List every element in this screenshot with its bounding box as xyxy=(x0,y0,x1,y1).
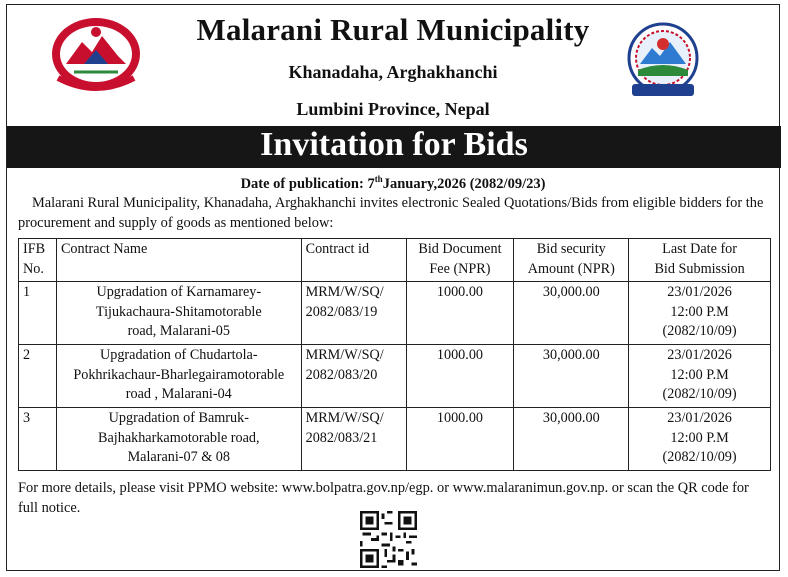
bid-fee: 1000.00 xyxy=(406,345,514,408)
table-row xyxy=(19,345,771,408)
contract-name: Upgradation of Chudartola- Pokhrikachaur-Bharlegairamotorable road , Malarani-04 xyxy=(56,345,301,408)
bid-security: 30,000.00 xyxy=(514,282,629,345)
header-security: Bid security Amount (NPR) xyxy=(514,239,629,282)
ifb-number: 3 xyxy=(19,408,57,471)
footer-note: For more details, please visit PPMO website: www.bolpatra.gov.np/egp. or www.malaranimun.gov.np. or scan the QR code for full notice. xyxy=(18,480,749,516)
table-row xyxy=(19,282,771,345)
bid-fee: 1000.00 xyxy=(406,282,514,345)
ifb-number: 1 xyxy=(19,282,57,345)
nepal-emblem-icon xyxy=(44,12,148,98)
municipality-title: Malarani Rural Municipality xyxy=(196,12,590,47)
notice-banner: Invitation for Bids xyxy=(7,126,781,168)
table-row xyxy=(19,408,771,471)
contract-id: MRM/W/SQ/ 2082/083/19 xyxy=(301,282,406,345)
qr-code-icon[interactable] xyxy=(360,511,417,568)
contract-id: MRM/W/SQ/ 2082/083/20 xyxy=(301,345,406,408)
contract-name: Upgradation of Karnamarey- Tijukachaura-Shitamotorable road, Malarani-05 xyxy=(56,282,301,345)
table-header-row xyxy=(19,239,771,282)
header-fee: Bid Document Fee (NPR) xyxy=(406,239,514,282)
bid-fee: 1000.00 xyxy=(406,408,514,471)
header-last-date: Last Date for Bid Submission xyxy=(629,239,771,282)
contract-name: Upgradation of Bamruk- Bajhakharkamotorable road, Malarani-07 & 08 xyxy=(56,408,301,471)
publication-date: Date of publication: 7thJanuary,2026 (2082/09/23) xyxy=(240,174,546,192)
last-date: 23/01/2026 12:00 P.M (2082/10/09) xyxy=(629,345,771,408)
intro-paragraph: Malarani Rural Municipality, Khanadaha, Arghakhanchi invites electronic Sealed Quotations/Bids from eligible bidders for the procurement and supply of goods as mentioned below: xyxy=(18,195,764,231)
ifb-number: 2 xyxy=(19,345,57,408)
last-date: 23/01/2026 12:00 P.M (2082/10/09) xyxy=(629,408,771,471)
contract-id: MRM/W/SQ/ 2082/083/21 xyxy=(301,408,406,471)
header-ifb: IFB No. xyxy=(19,239,57,282)
last-date: 23/01/2026 12:00 P.M (2082/10/09) xyxy=(629,282,771,345)
header-contract-id: Contract id xyxy=(301,239,406,282)
address-line-1: Khanadaha, Arghakhanchi xyxy=(288,62,498,82)
bid-security: 30,000.00 xyxy=(514,345,629,408)
header-contract-name: Contract Name xyxy=(56,239,301,282)
bid-security: 30,000.00 xyxy=(514,408,629,471)
bids-table xyxy=(18,238,771,471)
address-line-2: Lumbini Province, Nepal xyxy=(296,99,490,119)
